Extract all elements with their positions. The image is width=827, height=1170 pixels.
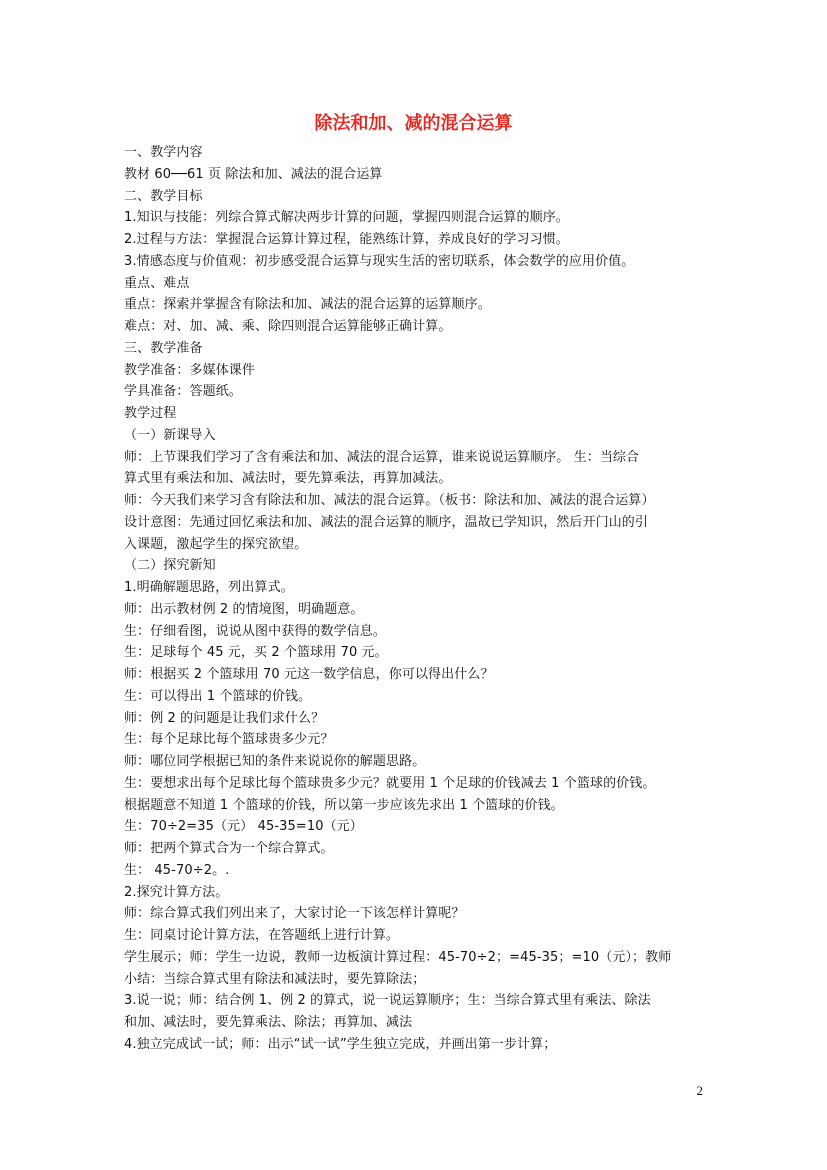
text-line: 师：把两个算式合为一个综合算式。	[124, 841, 334, 856]
text-line: 学具准备：答题纸。	[124, 384, 242, 400]
text-line: 2.探究计算方法。	[124, 884, 229, 900]
text-line: 和加、减法时，要先算乘法、除法；再算加、减法	[124, 1015, 413, 1030]
text-line: 师：今天我们来学习含有除法和加、减法的混合运算。（板书：除法和加、减法的混合运算）	[124, 493, 655, 508]
text-line: 1.知识与技能：列综合算式解决两步计算的问题，掌握四则混合运算的顺序。	[124, 210, 569, 226]
text-line: 3.说一说；师：结合例 1、例 2 的算式，说一说运算顺序；生：当综合算式里有乘法、除法	[124, 993, 651, 1009]
text-line: 教学过程	[124, 406, 177, 421]
text-line: 小结：当综合算式里有除法和减法时，要先算除法；	[124, 971, 426, 987]
text-line: 生： 45-70÷2。.	[124, 862, 230, 878]
text-line: 重点：探索并掌握含有除法和加、减法的混合运算的运算顺序。	[124, 297, 491, 313]
document-body	[124, 142, 709, 1056]
text-line: 入课题，激起学生的探究欲望。	[124, 536, 308, 552]
text-line: 生：每个足球比每个篮球贵多少元？	[124, 732, 334, 748]
text-line: 1.明确解题思路，列出算式。	[124, 580, 294, 595]
text-line: 生：仔细看图，说说从图中获得的数学信息。	[124, 623, 387, 639]
text-line: （一）新课导入	[124, 427, 216, 443]
text-line: 生：可以得出 1 个篮球的价钱。	[124, 688, 312, 704]
text-line: 算式里有乘法和加、减法时，要先算乘法，再算加减法。	[124, 471, 452, 487]
text-line: 生：足球每个 45 元，买 2 个篮球用 70 元。	[124, 645, 388, 661]
text-line: 师：出示教材例 2 的情境图，明确题意。	[124, 601, 364, 617]
document-title: 除法和加、减的混合运算	[314, 113, 513, 134]
text-line: 重点、难点	[124, 275, 190, 291]
text-line: 设计意图：先通过回忆乘法和加、减法的混合运算的顺序，温故已学知识，然后开门山的引	[124, 514, 649, 530]
text-line: 生：要想求出每个足球比每个篮球贵多少元？就要用 1 个足球的价钱减去 1 个篮球的价钱。	[124, 775, 656, 791]
text-line: 根据题意不知道 1 个篮球的价钱，所以第一步应该先求出 1 个篮球的价钱。	[124, 797, 564, 813]
text-line: 师：哪位同学根据已知的条件来说说你的解题思路。	[124, 754, 426, 769]
text-line: 教学准备：多媒体课件	[124, 362, 256, 378]
text-line: 学生展示；师：学生一边说，教师一边板演计算过程：45-70÷2；=45-35；=10（元）；教师	[124, 949, 672, 965]
text-line: （二）探究新知	[124, 558, 216, 574]
text-line: 教材 60──61 页 除法和加、减法的混合运算	[124, 166, 383, 182]
text-line: 师：上节课我们学习了含有乘法和加、减法的混合运算，谁来说说运算顺序。 生：当综合	[124, 449, 640, 465]
text-line: 难点：对、加、减、乘、除四则混合运算能够正确计算。	[124, 319, 452, 334]
page-number: 2	[696, 1083, 703, 1098]
text-line: 师：综合算式我们列出来了，大家讨论一下该怎样计算呢？	[124, 906, 465, 922]
text-line: 师：例 2 的问题是让我们求什么？	[124, 710, 325, 726]
text-line: 二、教学目标	[124, 188, 203, 204]
text-line: 师：根据买 2 个篮球用 70 元这一数学信息，你可以得出什么？	[124, 667, 494, 682]
text-line: 4.独立完成试一试；师：出示“试一试”学生独立完成，并画出第一步计算；	[124, 1036, 557, 1052]
text-line: 一、教学内容	[124, 145, 203, 160]
text-line: 3.情感态度与价值观：初步感受混合运算与现实生活的密切联系，体会数学的应用价值。	[124, 253, 635, 269]
text-line: 生：70÷2=35（元） 45-35=10（元）	[124, 819, 363, 835]
text-line: 生：同桌讨论计算方法，在答题纸上进行计算。	[124, 928, 400, 943]
text-line: 2.过程与方法：掌握混合运算计算过程，能熟练计算，养成良好的学习习惯。	[124, 232, 569, 247]
text-line: 三、教学准备	[124, 340, 203, 356]
